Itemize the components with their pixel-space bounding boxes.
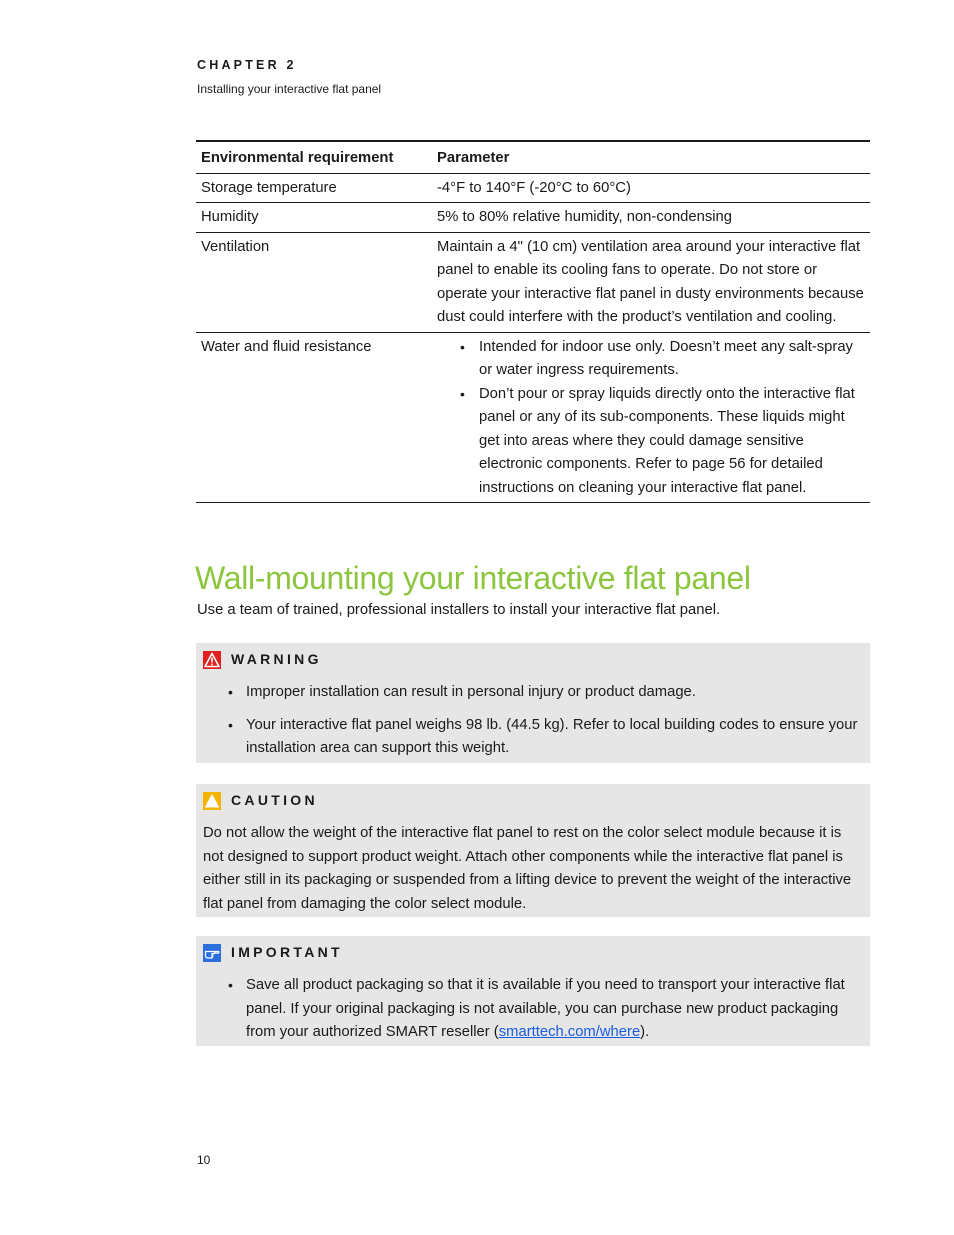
caution-header bbox=[203, 792, 318, 810]
parameter-cell: Maintain a 4" (10 cm) ventilation area around your interactive flat panel to enable its cooling fans to operate. Do not store or operate your interactive flat panel in dusty environments because dust could interfere with the product’s ventilation and cooling. bbox=[437, 238, 864, 325]
table-row bbox=[196, 173, 870, 203]
page-number: 10 bbox=[197, 1153, 211, 1167]
requirement-cell: Humidity bbox=[201, 209, 259, 225]
parameter-cell: -4°F to 140°F (-20°C to 60°C) bbox=[437, 179, 631, 196]
important-text-end: ). bbox=[640, 1024, 650, 1040]
important-header bbox=[203, 944, 343, 962]
list-item: • Intended for indoor use only. Doesn’t meet any salt-spray or water ingress requirements. bbox=[479, 336, 865, 383]
important-title: IMPORTANT bbox=[231, 944, 343, 961]
caution-title: CAUTION bbox=[231, 792, 318, 809]
warning-box bbox=[196, 643, 870, 763]
caution-text: Do not allow the weight of the interactive flat panel to rest on the color select module because it is not designed to support product weight. Attach other components while the interactive flat panel is either still in its packaging or suspended from a lifting device to prevent the weight of the interactive flat panel from damaging the color select module. bbox=[203, 825, 852, 912]
warning-triangle-icon bbox=[203, 651, 221, 669]
environmental-requirements-table bbox=[196, 140, 870, 503]
warning-header bbox=[203, 651, 322, 669]
list-item: • Improper installation can result in personal injury or product damage. bbox=[246, 681, 864, 705]
important-text: Save all product packaging so that it is available if you need to transport your interactive flat panel. If your original packaging is not available, you can purchase new product packaging from your authorized SMART reseller ( bbox=[246, 977, 845, 1040]
requirement-cell: Ventilation bbox=[201, 238, 270, 255]
table-row bbox=[196, 332, 870, 503]
table-header-row bbox=[196, 141, 870, 173]
list-item: • Your interactive flat panel weighs 98 lb. (44.5 kg). Refer to local building codes to ensure your installation area can support this weight. bbox=[246, 714, 864, 761]
parameter-bullet-list bbox=[437, 336, 865, 501]
list-item bbox=[246, 974, 864, 1045]
section-title: Wall-mounting your interactive flat panel bbox=[195, 560, 751, 596]
chapter-subtitle: Installing your interactive flat panel bbox=[197, 82, 382, 96]
warning-list bbox=[196, 681, 864, 761]
table-header-parameter: Parameter bbox=[437, 150, 510, 166]
warning-title: WARNING bbox=[231, 651, 322, 668]
caution-box bbox=[196, 784, 870, 917]
requirement-cell: Storage temperature bbox=[201, 179, 337, 196]
requirement-cell: Water and fluid resistance bbox=[201, 338, 372, 355]
parameter-cell: 5% to 80% relative humidity, non-condensing bbox=[437, 209, 733, 225]
table-header-requirement: Environmental requirement bbox=[201, 150, 394, 166]
caution-triangle-icon bbox=[203, 792, 221, 810]
table-row bbox=[196, 232, 870, 332]
list-item: • Don’t pour or spray liquids directly onto the interactive flat panel or any of its sub-components. These liquids might get into areas where they could damage sensitive electronic components. Refer to page 56 for detailed instructions on cleaning your interactive flat panel. bbox=[479, 383, 865, 501]
parameter-cell bbox=[432, 332, 870, 503]
chapter-label: CHAPTER 2 bbox=[197, 58, 297, 72]
section-intro: Use a team of trained, professional installers to install your interactive flat panel. bbox=[197, 602, 721, 618]
important-list bbox=[196, 974, 864, 1045]
pointing-hand-icon bbox=[203, 944, 221, 962]
reseller-link[interactable]: smarttech.com/where bbox=[498, 1024, 641, 1040]
important-box bbox=[196, 936, 870, 1046]
table-row bbox=[196, 203, 870, 233]
